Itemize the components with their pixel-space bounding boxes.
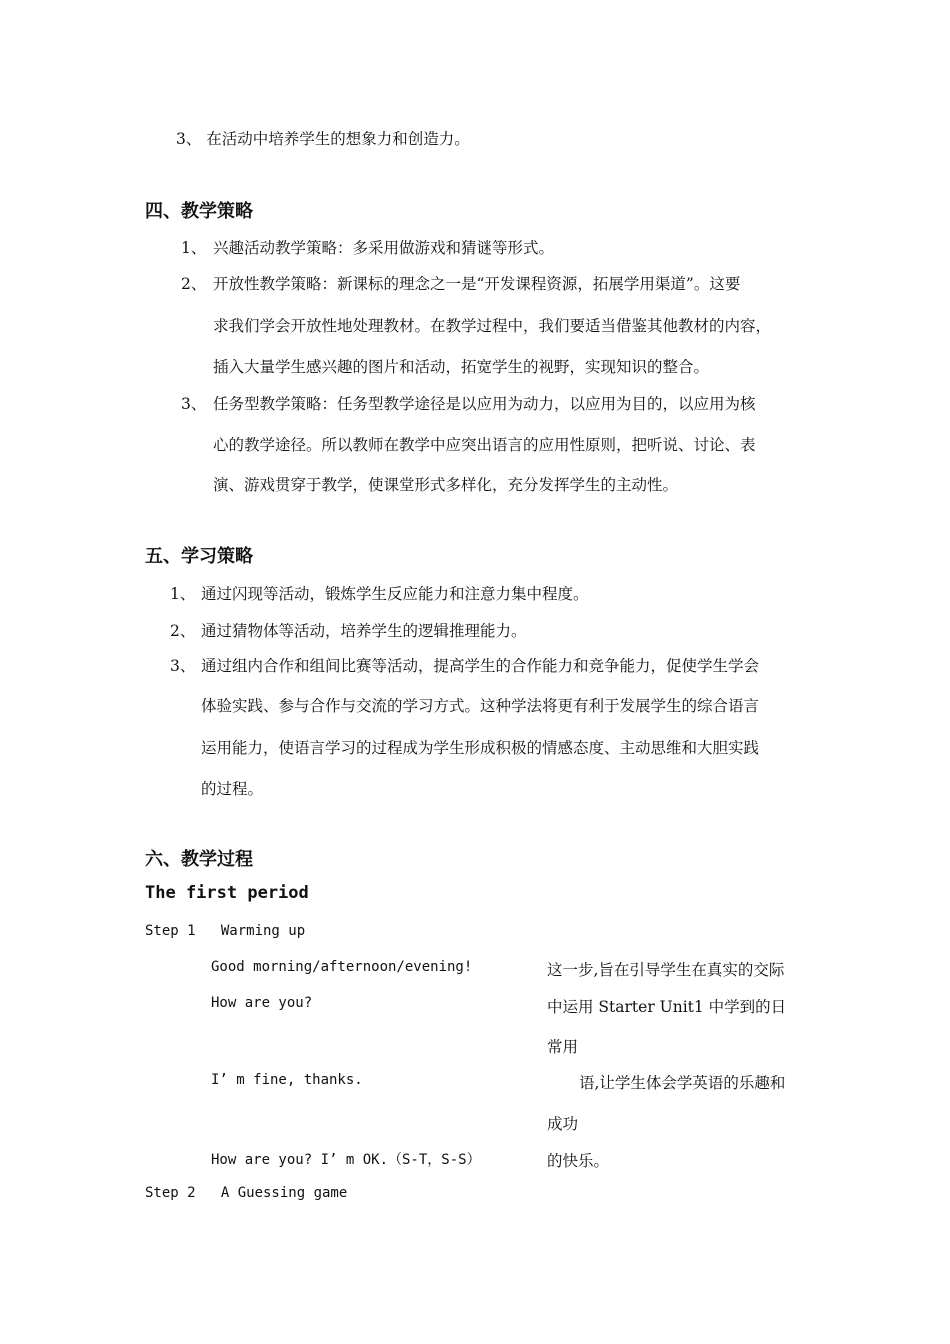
period-title: The first period — [145, 883, 309, 903]
s4-item-1-num: 1、 — [181, 239, 207, 257]
note-line-3: 常用 — [547, 1038, 579, 1056]
s5-item-2-num: 2、 — [170, 622, 196, 640]
step-2-label: Step 2 A Guessing game — [145, 1185, 348, 1201]
dialog-line-3: I’ m fine, thanks. — [211, 1072, 363, 1088]
s5-item-3-line-3: 运用能力，使语言学习的过程成为学生形成积极的情感态度、主动思维和大胆实践 — [201, 739, 760, 757]
s4-item-3-line-3: 演、游戏贯穿于教学，使课堂形式多样化，充分发挥学生的主动性。 — [213, 476, 679, 494]
s4-item-3-line-1: 任务型教学策略：任务型教学途径是以应用为动力，以应用为目的，以应用为核 — [213, 395, 756, 413]
s4-item-2-line-1: 开放性教学策略：新课标的理念之一是“开发课程资源，拓展学用渠道”。这要 — [213, 275, 741, 293]
step-1-label: Step 1 Warming up — [145, 923, 306, 939]
s5-item-1-line-1: 通过闪现等活动，锻炼学生反应能力和注意力集中程度。 — [201, 585, 589, 603]
s4-item-2-line-2: 求我们学会开放性地处理教材。在教学过程中，我们要适当借鉴其他教材的内容， — [213, 317, 772, 335]
s4-item-1-line-1: 兴趣活动教学策略：多采用做游戏和猜谜等形式。 — [213, 239, 555, 257]
s4-item-3-num: 3、 — [181, 395, 207, 413]
s5-item-1-num: 1、 — [170, 585, 196, 603]
section-4-title: 四、教学策略 — [145, 201, 253, 222]
note-line-6: 的快乐。 — [547, 1152, 610, 1170]
section-6-title: 六、教学过程 — [145, 849, 253, 870]
s5-item-3-line-2: 体验实践、参与合作与交流的学习方式。这种学法将更有利于发展学生的综合语言 — [201, 697, 760, 715]
note-line-4: 语,让学生体会学英语的乐趣和 — [579, 1074, 786, 1092]
dialog-line-2: How are you? — [211, 995, 313, 1011]
dialog-line-4: How are you? I’ m OK.（S-T，S-S） — [211, 1152, 481, 1168]
s4-item-3-line-2: 心的教学途径。所以教师在教学中应突出语言的应用性原则，把听说、讨论、表 — [213, 436, 756, 454]
s5-item-2-line-1: 通过猜物体等活动，培养学生的逻辑推理能力。 — [201, 622, 527, 640]
s4-item-2-num: 2、 — [181, 275, 207, 293]
s5-item-3-num: 3、 — [170, 657, 196, 675]
dialog-line-1: Good morning/afternoon/evening! — [211, 959, 473, 975]
s5-item-3-line-4: 的过程。 — [201, 780, 264, 798]
note-line-5: 成功 — [547, 1115, 579, 1133]
note-line-1: 这一步,旨在引导学生在真实的交际 — [547, 961, 785, 979]
section-5-title: 五、学习策略 — [145, 546, 253, 567]
objective-item-3: 3、 在活动中培养学生的想象力和创造力。 — [176, 130, 470, 148]
s5-item-3-line-1: 通过组内合作和组间比赛等活动，提高学生的合作能力和竞争能力，促使学生学会 — [201, 657, 760, 675]
note-line-2: 中运用 Starter Unit1 中学到的日 — [547, 998, 787, 1016]
s4-item-2-line-3: 插入大量学生感兴趣的图片和活动，拓宽学生的视野，实现知识的整合。 — [213, 358, 710, 376]
